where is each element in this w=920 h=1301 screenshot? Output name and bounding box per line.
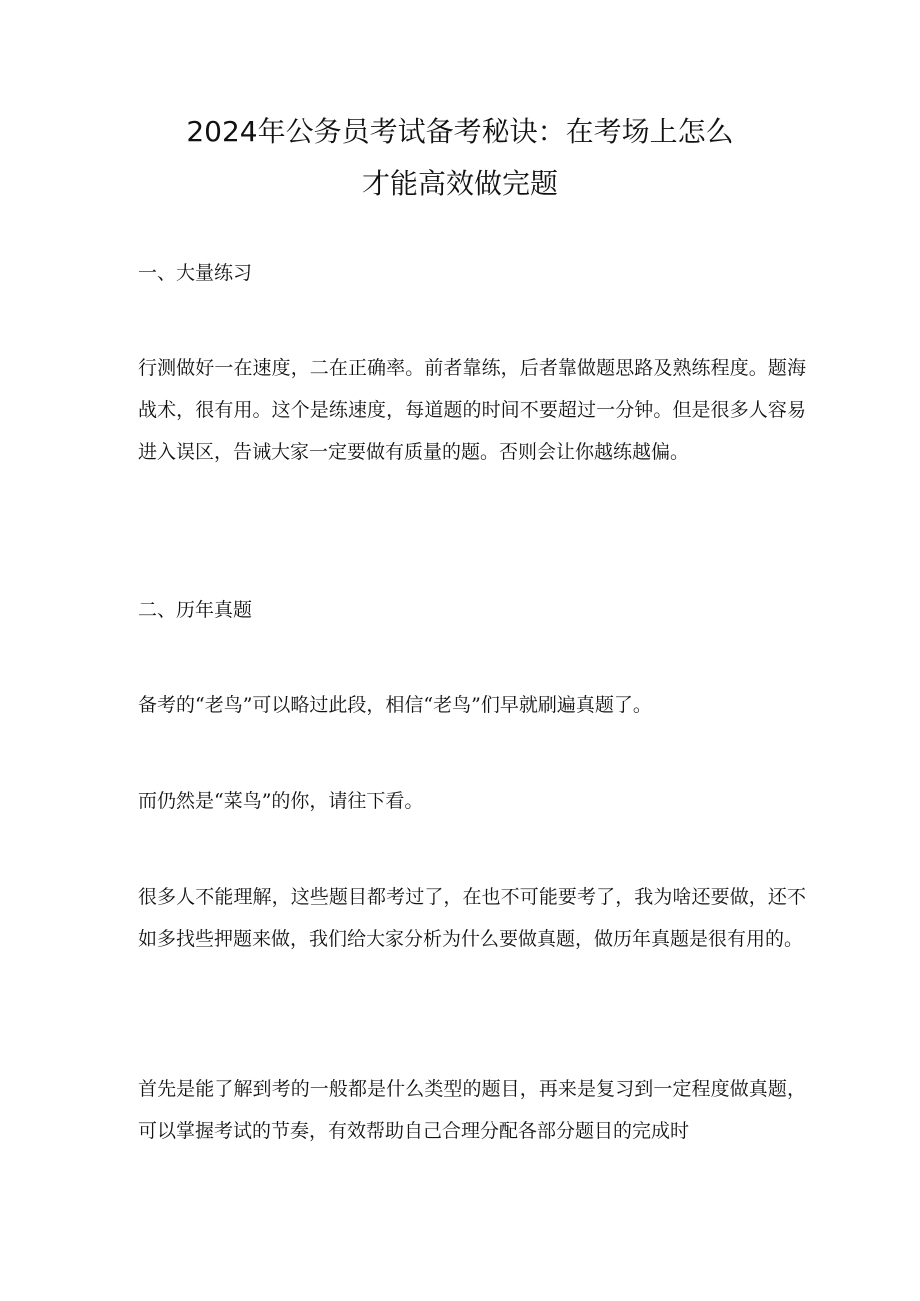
paragraph-beginners: 而仍然是“菜鸟”的你，请往下看。 bbox=[138, 790, 424, 812]
paragraph-benefits: 首先是能了解到考的一般都是什么类型的题目，再来是复习到一定程度做真题，可以掌握考试的节奏，有效帮助自己合理分配各部分题目的完成时 bbox=[138, 1078, 806, 1142]
section-heading-past-exams: 二、历年真题 bbox=[138, 599, 253, 621]
document-title-line-2: 才能高效做完题 bbox=[361, 167, 558, 200]
section-heading-practice: 一、大量练习 bbox=[138, 262, 253, 284]
paragraph-why-past-exams: 很多人不能理解，这些题目都考过了，在也不可能要考了，我为啥还要做，还不如多找些押题来做，我们给大家分析为什么要做真题，做历年真题是很有用的。 bbox=[138, 886, 806, 950]
paragraph-practice: 行测做好一在速度，二在正确率。前者靠练，后者靠做题思路及熟练程度。题海战术，很有用。这个是练速度，每道题的时间不要超过一分钟。但是很多人容易进入误区，告诫大家一定要做有质量的题。否则会让你越练越偏。 bbox=[138, 357, 806, 463]
paragraph-veterans: 备考的“老鸟”可以略过此段，相信“老鸟”们早就刷遍真题了。 bbox=[138, 694, 652, 716]
document-title-line-1: 2024年公务员考试备考秘诀：在考场上怎么 bbox=[186, 115, 734, 148]
